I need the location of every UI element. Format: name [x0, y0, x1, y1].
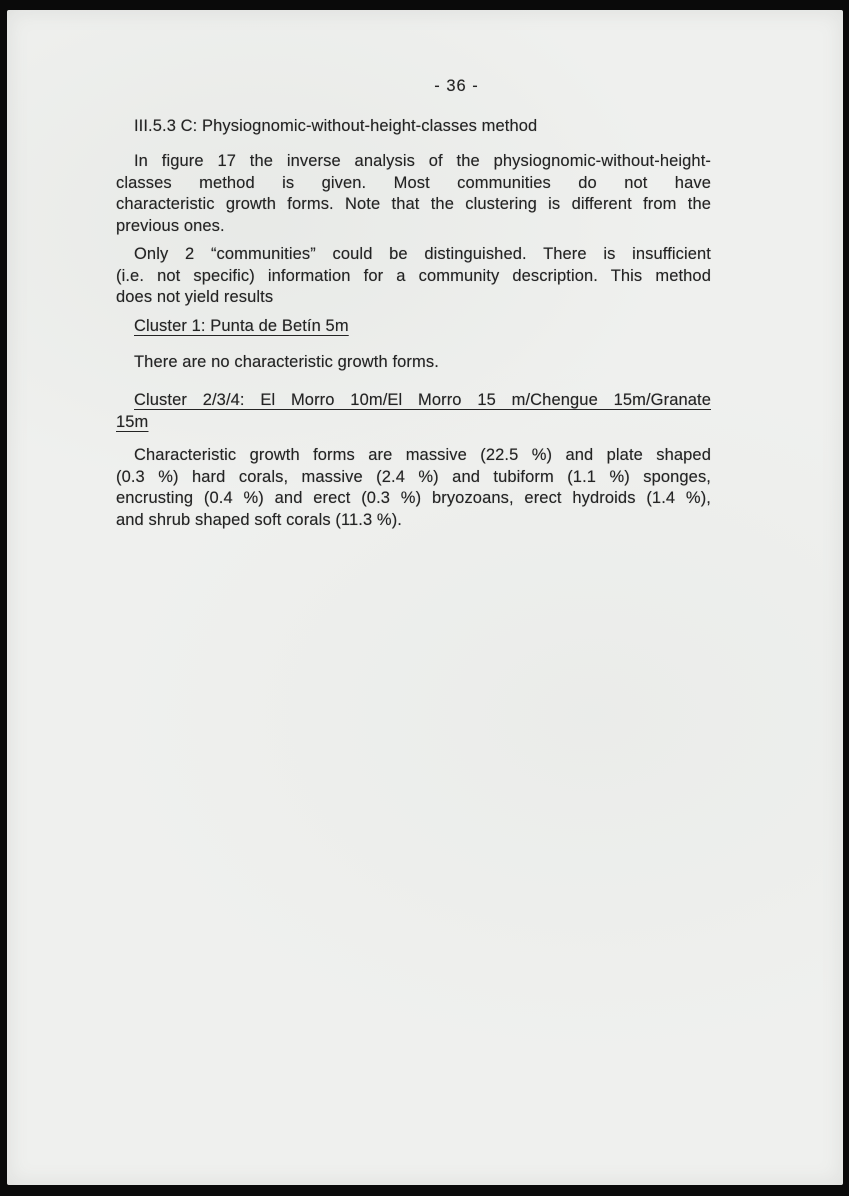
text-line: encrusting (0.4 %) and erect (0.3 %) bryozoans, erect hydroids (1.4 %),: [116, 489, 711, 508]
text-line: does not yield results: [116, 288, 274, 307]
text-line: classes method is given. Most communities do not have: [116, 173, 711, 192]
text-line: and shrub shaped soft corals (11.3 %).: [116, 510, 402, 529]
text-line: (0.3 %) hard corals, massive (2.4 %) and tubiform (1.1 %) sponges,: [116, 467, 711, 486]
text-line: Only 2 “communities” could be distinguished. There is insufficient: [134, 245, 711, 263]
text-line: Characteristic growth forms are massive (22.5 %) and plate shaped: [134, 446, 711, 464]
paragraph-results: [116, 445, 711, 531]
text-line: (i.e. not specific) information for a community description. This method: [116, 266, 711, 285]
text-line: characteristic growth forms. Note that the clustering is different from the: [116, 195, 711, 214]
text-line: 15m: [116, 412, 149, 431]
cluster2-heading: [116, 390, 711, 433]
section-heading: III.5.3 C: Physiognomic-without-height-classes method: [134, 117, 538, 135]
page-number: - 36 -: [434, 77, 479, 95]
text-line: previous ones.: [116, 216, 225, 235]
page-text-area: [116, 0, 711, 1196]
text-line: Cluster 2/3/4: El Morro 10m/El Morro 15 m/Chengue 15m/Granate: [134, 391, 711, 409]
paragraph-intro: [116, 151, 711, 237]
cluster1-body: There are no characteristic growth forms.: [134, 353, 439, 371]
cluster1-heading: Cluster 1: Punta de Betín 5m: [134, 317, 349, 335]
paragraph-communities: [116, 244, 711, 309]
text-line: In figure 17 the inverse analysis of the physiognomic-without-height-: [134, 152, 711, 170]
